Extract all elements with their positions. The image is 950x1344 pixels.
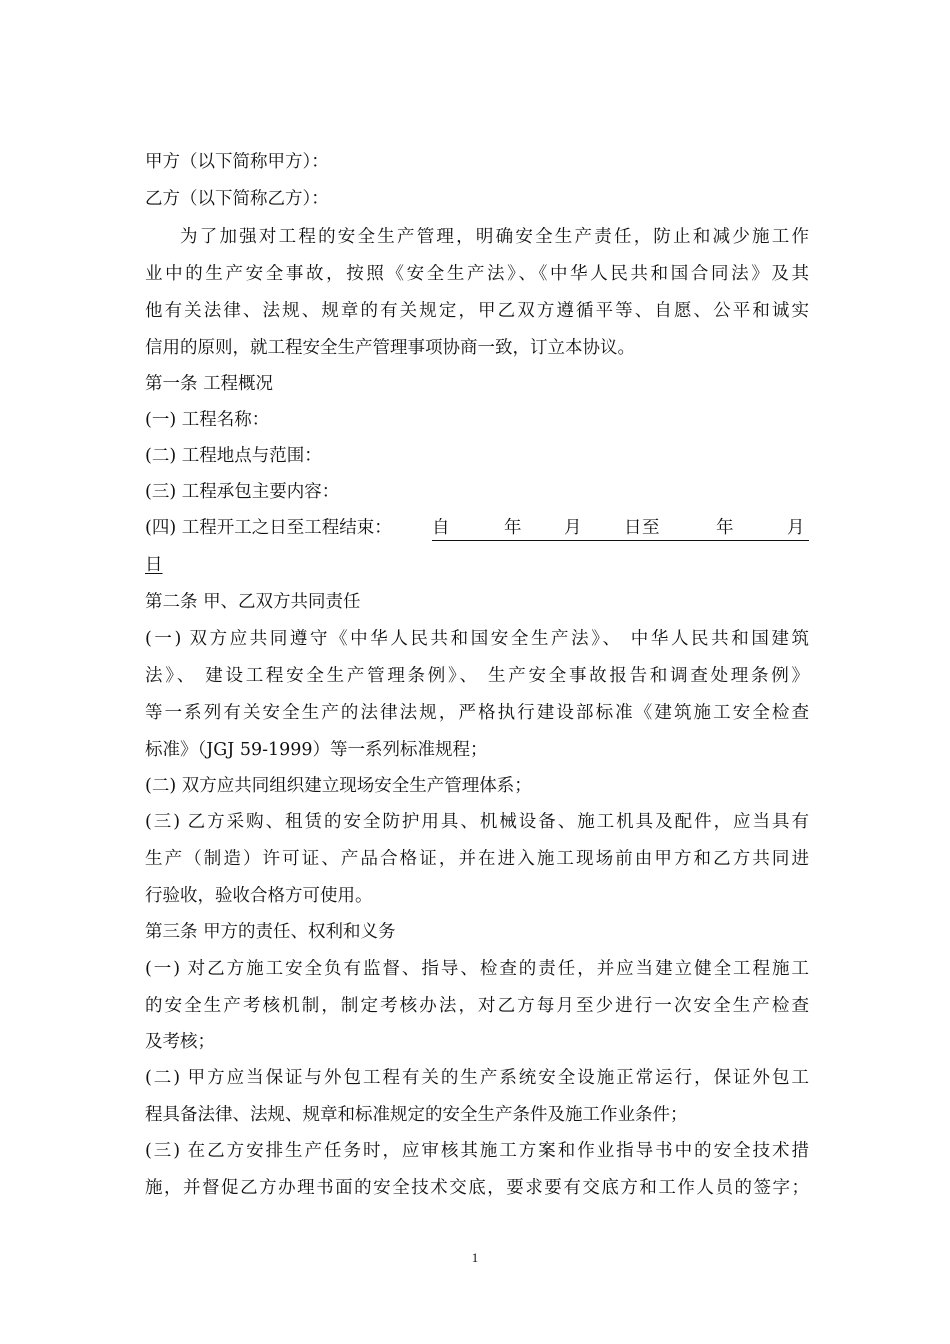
article3-item2-line: (二) 甲方应当保证与外包工程有关的生产系统安全设施正常运行，保证外包工	[145, 1068, 809, 1088]
article2-item3-line: 生产（制造）许可证、产品合格证，并在进入施工现场前由甲方和乙方共同进	[145, 849, 809, 869]
date-day: 日	[624, 518, 642, 538]
page-number: 1	[471, 1250, 479, 1265]
party-b-line: 乙方（以下简称乙方）：	[145, 189, 329, 209]
date-day-line	[145, 553, 809, 577]
article1-item: (一) 工程名称：	[145, 410, 270, 430]
date-from: 自	[432, 518, 450, 538]
construction-period-label: (四) 工程开工之日至工程结束：	[145, 518, 392, 538]
preamble-line: 业中的生产安全事故，按照《安全生产法》、《中华人民共和国合同法》及其	[145, 264, 809, 284]
date-month: 月	[564, 518, 582, 538]
article3-item2-line: 程具备法律、法规、规章和标准规定的安全生产条件及施工作业条件；	[145, 1105, 688, 1125]
construction-period-row	[145, 516, 809, 540]
article2-item1-line: 等一系列有关安全生产的法律法规，严格执行建设部标准《建筑施工安全检查	[145, 703, 809, 723]
article3-item3-line: (三) 在乙方安排生产任务时，应审核其施工方案和作业指导书中的安全技术措	[145, 1141, 809, 1161]
article2-item3-line: (三) 乙方采购、租赁的安全防护用具、机械设备、施工机具及配件，应当具有	[145, 812, 809, 832]
article2-item1-line: 标准》（JGJ 59-1999）等一系列标准规程；	[145, 740, 488, 760]
article1-item: (三) 工程承包主要内容：	[145, 482, 340, 502]
date-year: 年	[716, 518, 734, 538]
date-day: 日	[145, 555, 163, 575]
article3-item1-line: 及考核；	[145, 1032, 215, 1052]
date-month: 月	[787, 518, 805, 538]
article3-item1-line: 的安全生产考核机制，制定考核办法，对乙方每月至少进行一次安全生产检查	[145, 996, 809, 1016]
article2-item3-line: 行验收，验收合格方可使用。	[145, 886, 373, 906]
date-year: 年	[504, 518, 522, 538]
article3-item3-line: 施，并督促乙方办理书面的安全技术交底，要求要有交底方和工作人员的签字；	[145, 1178, 809, 1198]
article2-item1-line: 法》、 建设工程安全生产管理条例》、 生产安全事故报告和调查处理条例》	[145, 666, 809, 686]
preamble-line: 信用的原则，就工程安全生产管理事项协商一致，订立本协议。	[145, 338, 635, 358]
article2-item1-line: (一) 双方应共同遵守《中华人民共和国安全生产法》、 中华人民共和国建筑	[145, 629, 809, 649]
date-to: 至	[642, 518, 660, 538]
construction-period-field	[432, 516, 809, 541]
article1-title: 第一条 工程概况	[145, 374, 274, 394]
preamble-line: 为了加强对工程的安全生产管理，明确安全生产责任，防止和减少施工作	[180, 227, 809, 247]
article2-title: 第二条 甲、乙双方共同责任	[145, 592, 361, 612]
article3-item1-line: (一) 对乙方施工安全负有监督、指导、检查的责任，并应当建立健全工程施工	[145, 959, 809, 979]
article3-title: 第三条 甲方的责任、权利和义务	[145, 922, 396, 942]
article1-item: (二) 工程地点与范围：	[145, 446, 322, 466]
preamble-line: 他有关法律、法规、规章的有关规定，甲乙双方遵循平等、自愿、公平和诚实	[145, 301, 809, 321]
party-a-line: 甲方（以下简称甲方）：	[145, 152, 329, 172]
article2-item2: (二) 双方应共同组织建立现场安全生产管理体系；	[145, 776, 532, 796]
